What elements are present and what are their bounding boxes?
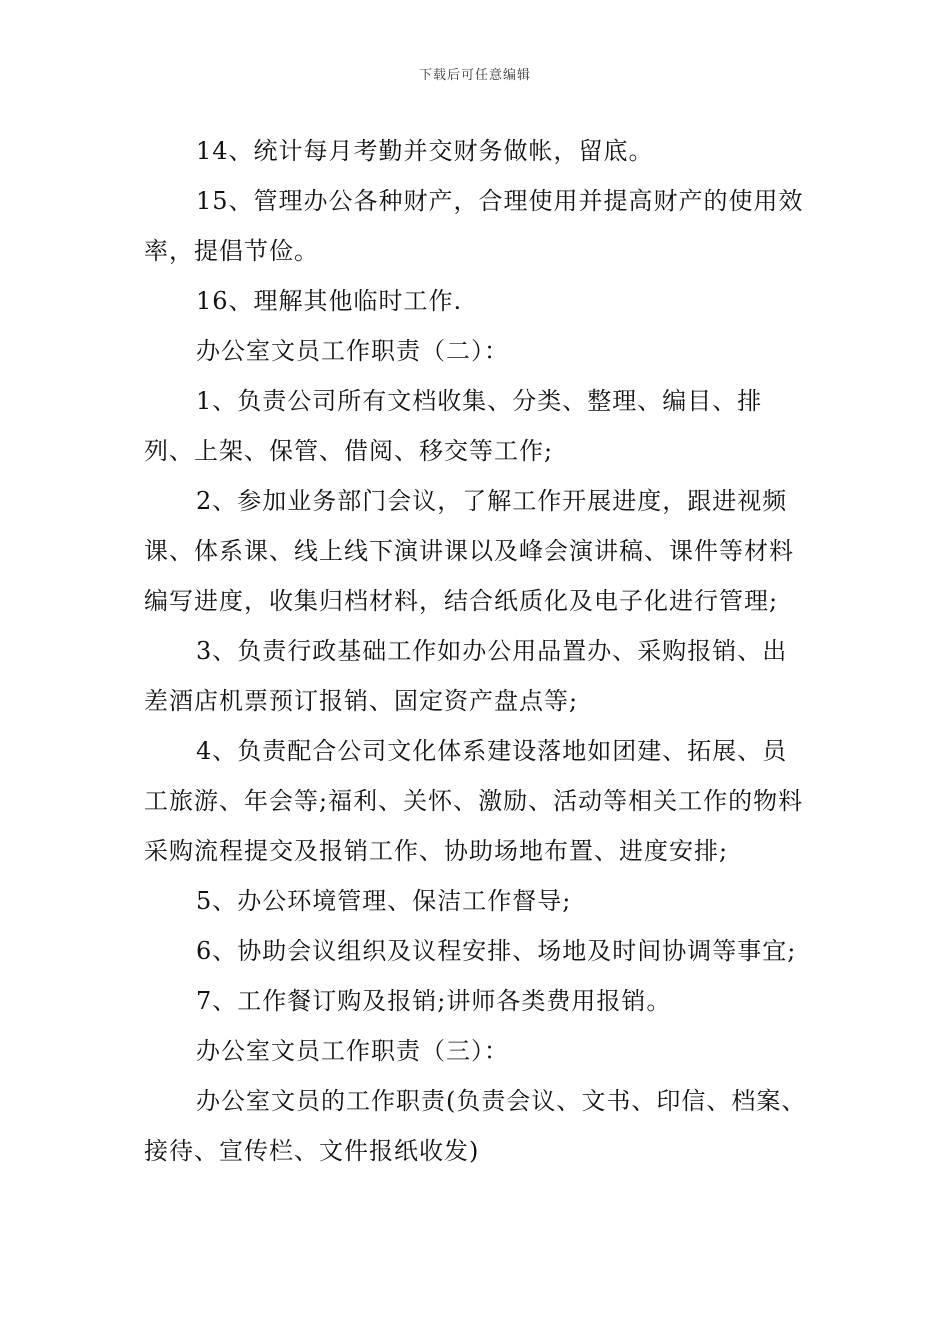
paragraph-s2-2: 2、参加业务部门会议，了解工作开展进度，跟进视频课、体系课、线上线下演讲课以及峰会演讲稿、课件等材料编写进度，收集归档材料，结合纸质化及电子化进行管理; xyxy=(144,487,794,615)
paragraph-s2-5: 5、办公环境管理、保洁工作督导; xyxy=(196,887,572,915)
paragraph-16: 16、理解其他临时工作. xyxy=(196,287,463,315)
section-heading-3: 办公室文员工作职责（三）： xyxy=(196,1037,509,1065)
paragraph-s2-4: 4、负责配合公司文化体系建设落地如团建、拓展、员工旅游、年会等;福利、关怀、激励、活动等相关工作的物料采购流程提交及报销工作、协助场地布置、进度安排; xyxy=(144,737,804,865)
paragraph-s3-intro: 办公室文员的工作职责(负责会议、文书、印信、档案、接待、宣传栏、文件报纸收发) xyxy=(144,1087,807,1165)
paragraph-s2-1: 1、负责公司所有文档收集、分类、整理、编目、排列、上架、保管、借阅、移交等工作; xyxy=(144,387,763,465)
paragraph-s2-7: 7、工作餐订购及报销;讲师各类费用报销。 xyxy=(196,987,672,1015)
paragraph-s2-6: 6、协助会议组织及议程安排、场地及时间协调等事宜; xyxy=(196,937,797,965)
paragraph-14: 14、统计每月考勤并交财务做帐，留底。 xyxy=(196,137,654,165)
document-body xyxy=(144,126,810,1176)
section-heading-2: 办公室文员工作职责（二）： xyxy=(196,337,509,365)
paragraph-s2-3: 3、负责行政基础工作如办公用品置办、采购报销、出差酒店机票预订报销、固定资产盘点等; xyxy=(144,637,788,715)
page-header-note: 下载后可任意编辑 xyxy=(418,68,531,83)
paragraph-15: 15、管理办公各种财产，合理使用并提高财产的使用效率，提倡节俭。 xyxy=(144,187,804,265)
